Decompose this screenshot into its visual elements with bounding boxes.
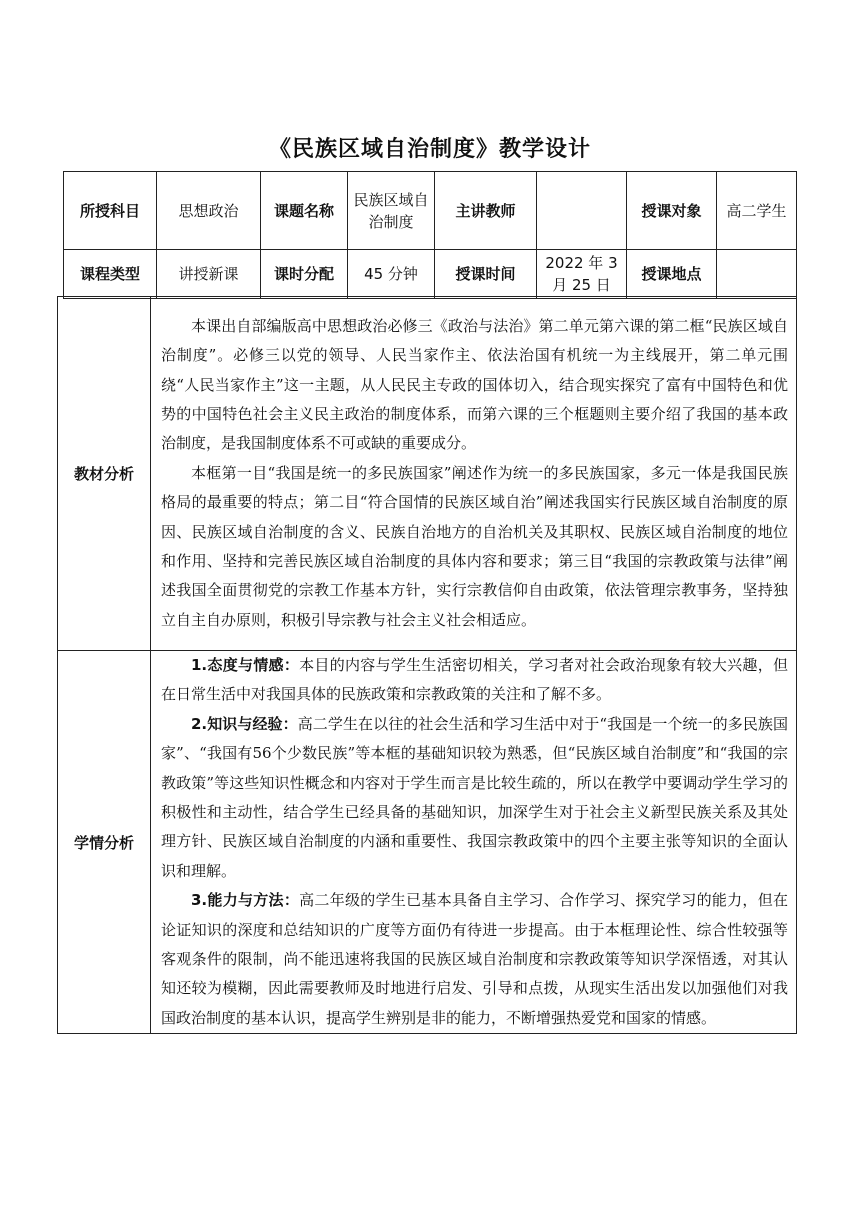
teacher-label: 主讲教师: [435, 172, 537, 250]
subject-label: 所授科目: [64, 172, 157, 250]
place-value: [717, 250, 797, 299]
analysis-table: [57, 296, 797, 1034]
duration-value: 45 分钟: [348, 250, 435, 299]
student-analysis-label: 学情分析: [58, 651, 151, 1034]
type-label: 课程类型: [64, 250, 157, 299]
student-item-1-text: 本目的内容与学生生活密切相关，学习者对社会政治现象有较大兴趣，但在日常生活中对我国具体的民族政策和宗教政策的关注和了解不多。: [161, 656, 788, 704]
textbook-analysis-content: [151, 297, 797, 651]
student-item-2: [161, 710, 788, 886]
time-label: 授课时间: [435, 250, 537, 299]
subject-value: 思想政治: [157, 172, 261, 250]
student-item-3: [161, 886, 788, 1033]
student-item-3-heading: 3.能力与方法：: [191, 891, 300, 910]
topic-value: 民族区域自治制度: [348, 172, 435, 250]
student-analysis-content: [151, 651, 797, 1034]
student-item-3-text: 高二年级的学生已基本具备自主学习、合作学习、探究学习的能力，但在论证知识的深度和总结知识的广度等方面仍有待进一步提高。由于本框理论性、综合性较强等客观条件的限制，尚不能迅速将我国的民族区域自治制度和宗教政策等知识学深悟透，对其认知还较为模糊，因此需要教师及时地进行启发、引导和点拨，从现实生活出发以加强他们对我国政治制度的基本认识，提高学生辨别是非的能力，不断增强热爱党和国家的情感。: [161, 891, 788, 1027]
audience-value: 高二学生: [717, 172, 797, 250]
type-value: 讲授新课: [157, 250, 261, 299]
course-info-table: [63, 171, 797, 299]
student-item-1: [161, 651, 788, 710]
student-item-2-heading: 2.知识与经验：: [191, 714, 298, 733]
duration-label: 课时分配: [261, 250, 348, 299]
student-item-2-text: 高二学生在以往的社会生活和学习生活中对于“我国是一个统一的多民族国家”、“我国有56个少数民族”等本框的基础知识较为熟悉，但“民族区域自治制度”和“我国的宗教政策”等这些知识性概念和内容对于学生而言是比较生疏的，所以在教学中要调动学生学习的积极性和主动性，结合学生已经具备的基础知识，加深学生对于社会主义新型民族关系及其处理方针、民族区域自治制度的内涵和重要性、我国宗教政策中的四个主要主张等知识的全面认识和理解。: [161, 714, 789, 880]
time-value: 2022 年 3 月 25 日: [537, 250, 627, 299]
student-item-1-heading: 1.态度与情感：: [191, 656, 300, 674]
page-title: 《民族区域自治制度》教学设计: [268, 137, 591, 162]
textbook-analysis-label: 教材分析: [58, 297, 151, 651]
topic-label: 课题名称: [261, 172, 348, 250]
textbook-paragraph-1: 本课出自部编版高中思想政治必修三《政治与法治》第二单元第六课的第二框“民族区域自治制度”。必修三以党的领导、人民当家作主、依法治国有机统一为主线展开，第二单元围绕“人民当家作主”这一主题，从人民民主专政的国体切入，结合现实探究了富有中国特色和优势的中国特色社会主义民主政治的制度体系，而第六课的三个框题则主要介绍了我国的基本政治制度，是我国制度体系不可或缺的重要成分。: [161, 316, 788, 453]
place-label: 授课地点: [627, 250, 717, 299]
textbook-paragraph-2: 本框第一目“我国是统一的多民族国家”阐述作为统一的多民族国家，多元一体是我国民族格局的最重要的特点；第二目“符合国情的民族区域自治”阐述我国实行民族区域自治制度的原因、民族区域自治制度的含义、民族自治地方的自治机关及其职权、民族区域自治制度的地位和作用、坚持和完善民族区域自治制度的具体内容和要求；第三目“我国的宗教政策与法律”阐述我国全面贯彻党的宗教工作基本方针，实行宗教信仰自由政策，依法管理宗教事务，坚持独立自主自办原则，积极引导宗教与社会主义社会相适应。: [161, 463, 788, 629]
audience-label: 授课对象: [627, 172, 717, 250]
teacher-value: [537, 172, 627, 250]
